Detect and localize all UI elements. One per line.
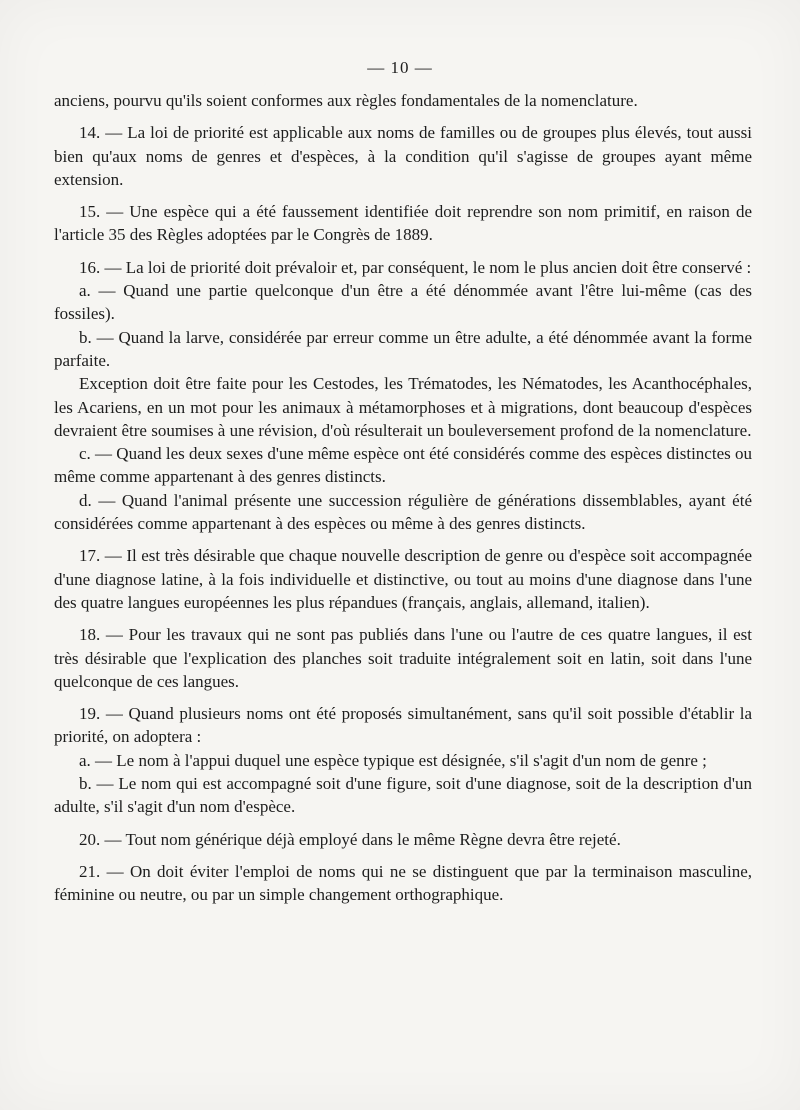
- article-16-b: b. — Quand la larve, considérée par erreur comme un être adulte, a été dénommée avant la forme parfaite.: [54, 327, 752, 370]
- article-16: 16. — La loi de priorité doit prévaloir et, par conséquent, le nom le plus ancien doit être conservé :: [79, 257, 752, 277]
- article-14: 14. — La loi de priorité est applicable aux noms de familles ou de groupes plus élevés, tout aussi bien qu'aux noms de genres et d'espèces, à la condition qu'il s'agisse de groupes ayant même extension.: [54, 123, 752, 189]
- article-20: 20. — Tout nom générique déjà employé dans le même Règne devra être rejeté.: [79, 829, 621, 849]
- article-16-d: d. — Quand l'animal présente une succession régulière de générations dissemblables, ayant été considérées comme appartenant à des espèces ou même à des genres distincts.: [54, 490, 752, 534]
- article-19: 19. — Quand plusieurs noms ont été proposés simultanément, sans qu'il soit possible d'établir la priorité, on adoptera :: [54, 704, 752, 747]
- article-16-a: a. — Quand une partie quelconque d'un être a été dénommée avant l'être lui-même (cas des fossiles).: [54, 281, 752, 324]
- body-text: [54, 89, 752, 907]
- article-21: 21. — On doit éviter l'emploi de noms qui ne se distinguent que par la terminaison masculine, féminine ou neutre, ou par un simple changement orthographique.: [54, 861, 752, 905]
- article-19-b: b. — Le nom qui est accompagné soit d'une figure, soit d'une diagnose, soit de la description d'un adulte, s'il s'agit d'un nom d'espèce.: [54, 774, 752, 817]
- article-15: 15. — Une espèce qui a été faussement identifiée doit reprendre son nom primitif, en raison de l'article 35 des Règles adoptées par le Congrès de 1889.: [54, 202, 752, 245]
- article-16-exception: Exception doit être faite pour les Cestodes, les Trématodes, les Nématodes, les Acanthocéphales, les Acariens, en un mot pour les animaux à métamorphoses et à migrations, dont beaucoup d'espèces devraient être soumises à une révision, d'où résulterait un bouleversement profond de la nomenclature.: [54, 374, 752, 440]
- article-18: 18. — Pour les travaux qui ne sont pas publiés dans l'une ou l'autre de ces quatre langues, il est très désirable que l'explication des planches soit traduite intégralement soit en latin, soit dans l'une quelconque de ces langues.: [54, 625, 752, 691]
- article-16-c: c. — Quand les deux sexes d'une même espèce ont été considérés comme des espèces distinctes ou même comme appartenant à des genres distincts.: [54, 444, 752, 487]
- page-number: — 10 —: [367, 58, 433, 77]
- paragraph-continuation: anciens, pourvu qu'ils soient conformes aux règles fondamentales de la nomenclature.: [54, 91, 638, 110]
- article-19-a: a. — Le nom à l'appui duquel une espèce typique est désignée, s'il s'agit d'un nom de genre ;: [79, 750, 707, 770]
- article-17: 17. — Il est très désirable que chaque nouvelle description de genre ou d'espèce soit accompagnée d'une diagnose latine, à la fois individuelle et distinctive, ou tout au moins d'une diagnose dans l'une des quatre langues européennes les plus répandues (français, anglais, allemand, italien).: [54, 546, 752, 612]
